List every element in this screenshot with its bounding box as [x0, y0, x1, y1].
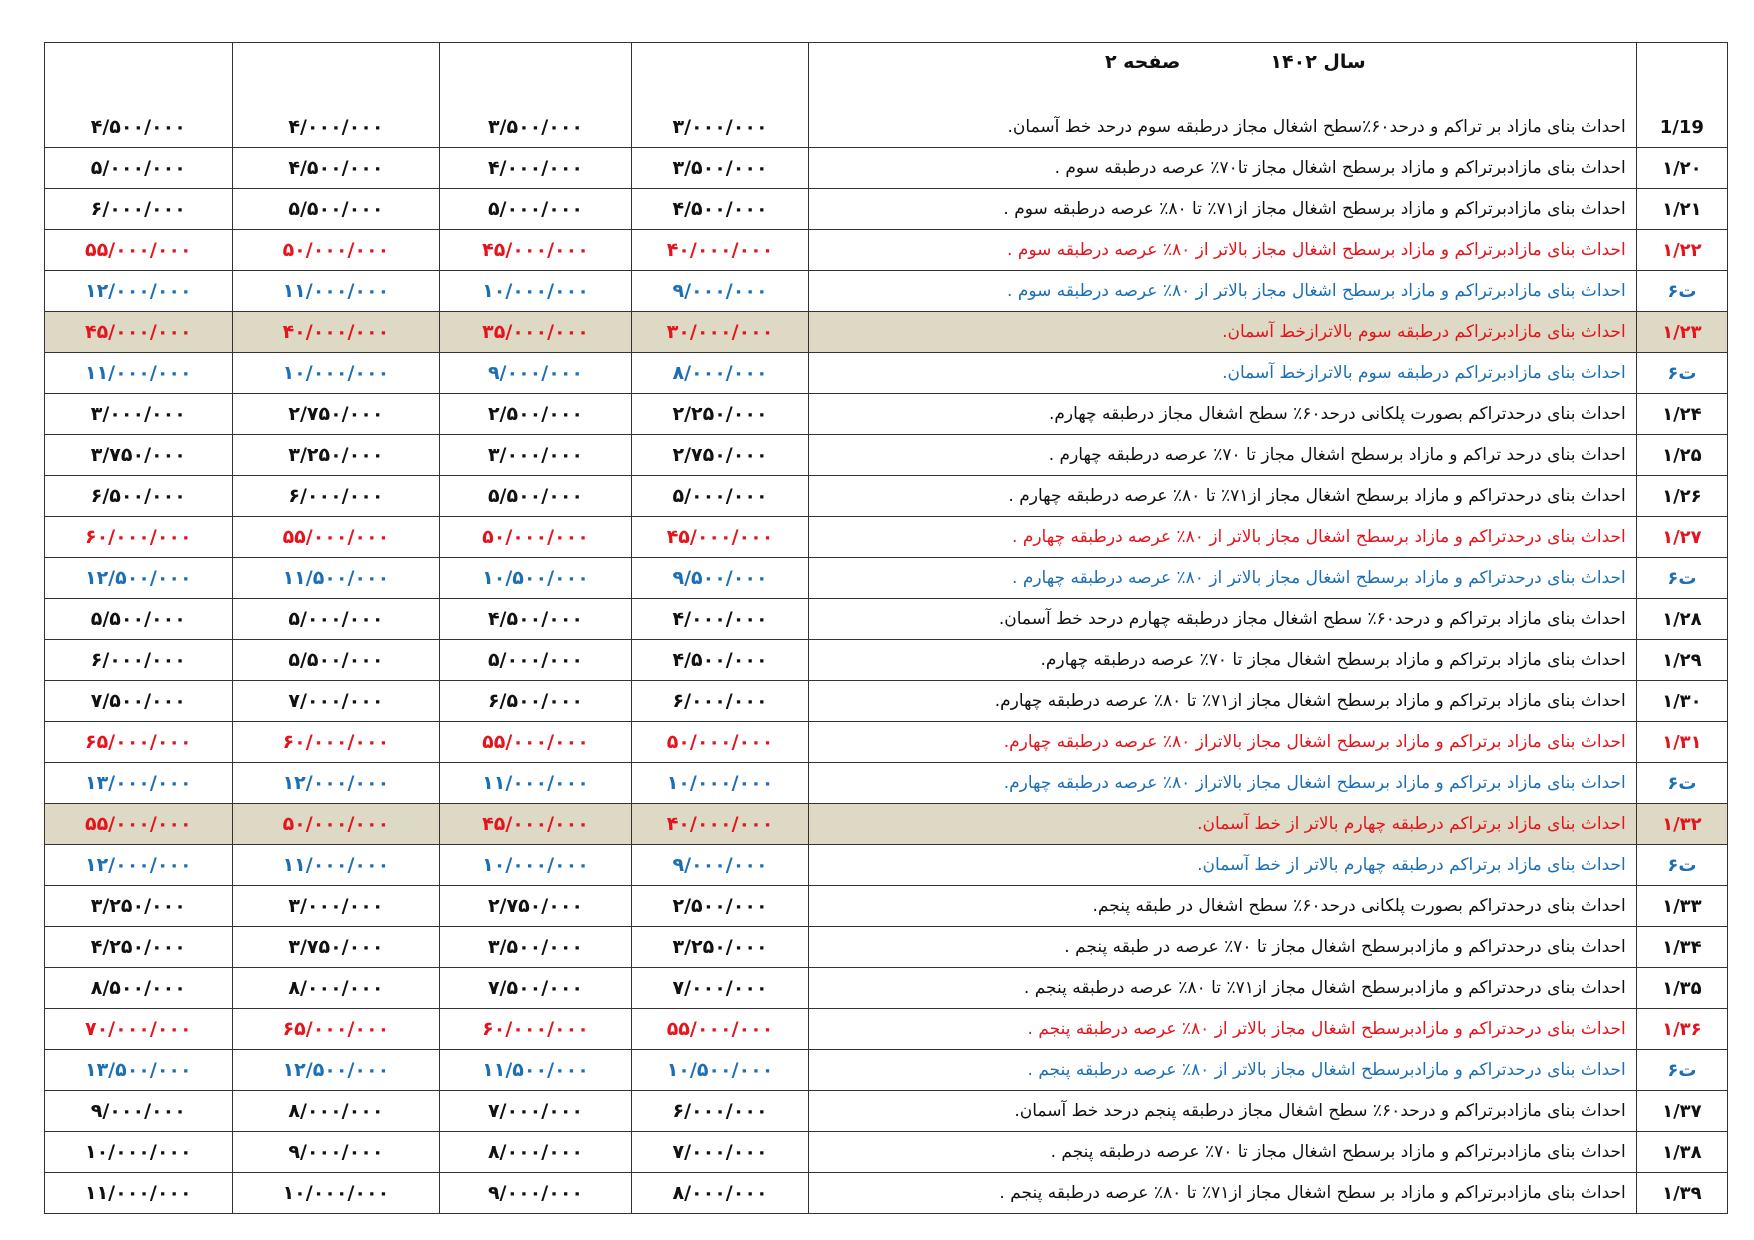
row-value-3: ۹/۰۰۰/۰۰۰	[440, 353, 632, 394]
table-row	[45, 230, 1728, 271]
table-row	[45, 845, 1728, 886]
row-value-3: ۲/۵۰۰/۰۰۰	[440, 394, 632, 435]
row-code: ۱/۲۱	[1636, 189, 1727, 230]
row-description: احداث بنای درحد تراکم و مازاد برسطح اشغال مجاز تا ۷۰٪ عرصه درطبقه چهارم .	[809, 435, 1636, 476]
row-value-1: ۱۲/۰۰۰/۰۰۰	[45, 845, 233, 886]
row-code: ۱/۳۷	[1636, 1091, 1727, 1132]
row-description: احداث بنای مازاد برتراکم درطبقه چهارم بالاتر از خط آسمان.	[809, 845, 1636, 886]
row-description: احداث بنای مازاد برتراکم و مازاد برسطح اشغال مجاز از۷۱٪ تا ۸۰٪ عرصه درطبقه چهارم.	[809, 681, 1636, 722]
row-value-4: ۳/۵۰۰/۰۰۰	[631, 148, 809, 189]
row-code: ت۶	[1636, 558, 1727, 599]
row-value-4: ۹/۰۰۰/۰۰۰	[631, 271, 809, 312]
table-row	[45, 804, 1728, 845]
row-value-2: ۵۵/۰۰۰/۰۰۰	[232, 517, 440, 558]
row-description: احداث بنای درحدتراکم و مازادبرسطح اشغال مجاز بالاتر از ۸۰٪ عرصه درطبقه پنجم .	[809, 1009, 1636, 1050]
row-code: ۱/۳۴	[1636, 927, 1727, 968]
row-description: احداث بنای مازادبرتراکم و مازاد برسطح اشغال مجاز بالاتر از ۸۰٪ عرصه درطبقه سوم .	[809, 271, 1636, 312]
row-code: ۱/۲۹	[1636, 640, 1727, 681]
row-value-2: ۷/۰۰۰/۰۰۰	[232, 681, 440, 722]
tariff-table	[44, 42, 1728, 1214]
row-value-1: ۷۰/۰۰۰/۰۰۰	[45, 1009, 233, 1050]
row-value-2: ۶۰/۰۰۰/۰۰۰	[232, 722, 440, 763]
row-value-3: ۳۵/۰۰۰/۰۰۰	[440, 312, 632, 353]
table-row	[45, 1132, 1728, 1173]
row-value-2: ۱۰/۰۰۰/۰۰۰	[232, 1173, 440, 1214]
row-value-1: ۱۱/۰۰۰/۰۰۰	[45, 353, 233, 394]
header-value-cell	[631, 43, 809, 108]
row-value-1: ۸/۵۰۰/۰۰۰	[45, 968, 233, 1009]
row-code: ت۶	[1636, 353, 1727, 394]
row-code: ۱/۳۰	[1636, 681, 1727, 722]
row-code: ۱/۲۶	[1636, 476, 1727, 517]
table-row	[45, 312, 1728, 353]
row-code: ۱/۳۵	[1636, 968, 1727, 1009]
row-value-1: ۱۳/۰۰۰/۰۰۰	[45, 763, 233, 804]
table-row	[45, 148, 1728, 189]
row-code: ۱/۳۶	[1636, 1009, 1727, 1050]
row-value-2: ۲/۷۵۰/۰۰۰	[232, 394, 440, 435]
row-value-4: ۷/۰۰۰/۰۰۰	[631, 968, 809, 1009]
row-value-2: ۶/۰۰۰/۰۰۰	[232, 476, 440, 517]
row-value-3: ۳/۵۰۰/۰۰۰	[440, 927, 632, 968]
row-value-3: ۵/۵۰۰/۰۰۰	[440, 476, 632, 517]
table-header-row	[45, 43, 1728, 108]
row-value-1: ۴۵/۰۰۰/۰۰۰	[45, 312, 233, 353]
row-value-2: ۱۰/۰۰۰/۰۰۰	[232, 353, 440, 394]
table-row	[45, 435, 1728, 476]
row-value-3: ۱۱/۰۰۰/۰۰۰	[440, 763, 632, 804]
row-value-1: ۵۵/۰۰۰/۰۰۰	[45, 230, 233, 271]
row-value-4: ۲/۷۵۰/۰۰۰	[631, 435, 809, 476]
row-value-1: ۱۲/۰۰۰/۰۰۰	[45, 271, 233, 312]
row-value-2: ۱۱/۵۰۰/۰۰۰	[232, 558, 440, 599]
row-value-3: ۹/۰۰۰/۰۰۰	[440, 1173, 632, 1214]
row-value-4: ۴۰/۰۰۰/۰۰۰	[631, 230, 809, 271]
table-row	[45, 1091, 1728, 1132]
table-row	[45, 394, 1728, 435]
row-code: ۱/۲۴	[1636, 394, 1727, 435]
row-value-4: ۳/۰۰۰/۰۰۰	[631, 107, 809, 148]
row-description: احداث بنای درحدتراکم بصورت پلکانی درحد۶۰٪ سطح اشغال مجاز درطبقه چهارم.	[809, 394, 1636, 435]
row-code: ۱/۳۸	[1636, 1132, 1727, 1173]
row-value-1: ۳/۲۵۰/۰۰۰	[45, 886, 233, 927]
row-value-2: ۹/۰۰۰/۰۰۰	[232, 1132, 440, 1173]
table-row	[45, 476, 1728, 517]
row-value-4: ۴/۵۰۰/۰۰۰	[631, 640, 809, 681]
table-row	[45, 968, 1728, 1009]
row-description: احداث بنای درحدتراکم و مازادبرسطح اشغال مجاز تا ۷۰٪ عرصه در طبقه پنجم .	[809, 927, 1636, 968]
row-value-1: ۴/۵۰۰/۰۰۰	[45, 107, 233, 148]
row-value-4: ۴۵/۰۰۰/۰۰۰	[631, 517, 809, 558]
row-value-1: ۷/۵۰۰/۰۰۰	[45, 681, 233, 722]
row-value-3: ۵۵/۰۰۰/۰۰۰	[440, 722, 632, 763]
row-value-3: ۳/۵۰۰/۰۰۰	[440, 107, 632, 148]
row-description: احداث بنای مازاد بر تراکم و درحد۶۰٪سطح اشغال مجاز درطبقه سوم درحد خط آسمان.	[809, 107, 1636, 148]
row-value-1: ۱۰/۰۰۰/۰۰۰	[45, 1132, 233, 1173]
row-code: ۱/۲۲	[1636, 230, 1727, 271]
row-value-4: ۳۰/۰۰۰/۰۰۰	[631, 312, 809, 353]
row-value-4: ۹/۵۰۰/۰۰۰	[631, 558, 809, 599]
table-row	[45, 1050, 1728, 1091]
page-label: صفحه ۲	[1104, 51, 1181, 73]
row-value-1: ۶/۰۰۰/۰۰۰	[45, 189, 233, 230]
page-heading	[819, 43, 1625, 73]
row-value-4: ۲/۵۰۰/۰۰۰	[631, 886, 809, 927]
row-description: احداث بنای مازادبرتراکم و درحد۶۰٪ سطح اشغال مجاز درطبقه پنجم درحد خط آسمان.	[809, 1091, 1636, 1132]
header-value-cell	[45, 43, 233, 108]
row-value-4: ۵۰/۰۰۰/۰۰۰	[631, 722, 809, 763]
row-value-2: ۱۲/۵۰۰/۰۰۰	[232, 1050, 440, 1091]
row-value-3: ۶۰/۰۰۰/۰۰۰	[440, 1009, 632, 1050]
row-code: ۱/۳۳	[1636, 886, 1727, 927]
table-row	[45, 681, 1728, 722]
row-value-1: ۴/۲۵۰/۰۰۰	[45, 927, 233, 968]
row-value-2: ۴/۵۰۰/۰۰۰	[232, 148, 440, 189]
header-code-cell	[1636, 43, 1727, 108]
row-code: ت۶	[1636, 271, 1727, 312]
row-value-1: ۶۰/۰۰۰/۰۰۰	[45, 517, 233, 558]
row-description: احداث بنای مازاد برتراکم و درحد۶۰٪ سطح اشغال مجاز درطبقه چهارم درحد خط آسمان.	[809, 599, 1636, 640]
table-row	[45, 353, 1728, 394]
row-description: احداث بنای درحدتراکم و مازاد برسطح اشغال مجاز بالاتر از ۸۰٪ عرصه درطبقه چهارم .	[809, 558, 1636, 599]
row-value-3: ۴۵/۰۰۰/۰۰۰	[440, 230, 632, 271]
row-value-4: ۳/۲۵۰/۰۰۰	[631, 927, 809, 968]
row-value-3: ۸/۰۰۰/۰۰۰	[440, 1132, 632, 1173]
row-value-3: ۲/۷۵۰/۰۰۰	[440, 886, 632, 927]
row-value-3: ۶/۵۰۰/۰۰۰	[440, 681, 632, 722]
row-value-1: ۶۵/۰۰۰/۰۰۰	[45, 722, 233, 763]
tariff-sheet	[44, 42, 1728, 1214]
row-value-1: ۵/۵۰۰/۰۰۰	[45, 599, 233, 640]
row-description: احداث بنای مازاد برتراکم و مازاد برسطح اشغال مجاز بالاتراز ۸۰٪ عرصه درطبقه چهارم.	[809, 763, 1636, 804]
row-value-2: ۵/۵۰۰/۰۰۰	[232, 640, 440, 681]
row-value-4: ۶/۰۰۰/۰۰۰	[631, 681, 809, 722]
row-description: احداث بنای درحدتراکم و مازادبرسطح اشغال مجاز بالاتر از ۸۰٪ عرصه درطبقه پنجم .	[809, 1050, 1636, 1091]
row-value-2: ۵۰/۰۰۰/۰۰۰	[232, 230, 440, 271]
row-value-2: ۵۰/۰۰۰/۰۰۰	[232, 804, 440, 845]
row-value-1: ۳/۷۵۰/۰۰۰	[45, 435, 233, 476]
row-description: احداث بنای درحدتراکم و مازاد برسطح اشغال مجاز بالاتر از ۸۰٪ عرصه درطبقه چهارم .	[809, 517, 1636, 558]
row-description: احداث بنای درحدتراکم بصورت پلکانی درحد۶۰٪ سطح اشغال در طبقه پنجم.	[809, 886, 1636, 927]
row-description: احداث بنای مازادبرتراکم درطبقه سوم بالاترازخط آسمان.	[809, 353, 1636, 394]
row-value-1: ۳/۰۰۰/۰۰۰	[45, 394, 233, 435]
row-value-3: ۴/۵۰۰/۰۰۰	[440, 599, 632, 640]
row-value-4: ۵/۰۰۰/۰۰۰	[631, 476, 809, 517]
table-row	[45, 1173, 1728, 1214]
row-value-3: ۱۰/۰۰۰/۰۰۰	[440, 271, 632, 312]
row-description: احداث بنای مازاد برتراکم درطبقه چهارم بالاتر از خط آسمان.	[809, 804, 1636, 845]
row-value-2: ۵/۵۰۰/۰۰۰	[232, 189, 440, 230]
row-code: ۱/۳۱	[1636, 722, 1727, 763]
row-value-1: ۵/۰۰۰/۰۰۰	[45, 148, 233, 189]
row-description: احداث بنای مازادبرتراکم و مازاد برسطح اشغال مجاز تا۷۰٪ عرصه درطبقه سوم .	[809, 148, 1636, 189]
table-row	[45, 640, 1728, 681]
row-value-3: ۱۰/۵۰۰/۰۰۰	[440, 558, 632, 599]
row-value-4: ۸/۰۰۰/۰۰۰	[631, 353, 809, 394]
row-description: احداث بنای مازادبرتراکم و مازاد برسطح اشغال مجاز بالاتر از ۸۰٪ عرصه درطبقه سوم .	[809, 230, 1636, 271]
row-value-2: ۳/۲۵۰/۰۰۰	[232, 435, 440, 476]
row-value-4: ۵۵/۰۰۰/۰۰۰	[631, 1009, 809, 1050]
row-description: احداث بنای مازاد برتراکم و مازاد برسطح اشغال مجاز تا ۷۰٪ عرصه درطبقه چهارم.	[809, 640, 1636, 681]
row-value-1: ۹/۰۰۰/۰۰۰	[45, 1091, 233, 1132]
row-description: احداث بنای مازادبرتراکم و مازاد بر سطح اشغال مجاز از۷۱٪ تا ۸۰٪ عرصه درطبقه پنجم .	[809, 1173, 1636, 1214]
row-value-4: ۴/۵۰۰/۰۰۰	[631, 189, 809, 230]
row-description: احداث بنای مازادبرتراکم درطبقه سوم بالاترازخط آسمان.	[809, 312, 1636, 353]
row-description: احداث بنای درحدتراکم و مازادبرسطح اشغال مجاز از۷۱٪ تا ۸۰٪ عرصه درطبقه پنجم .	[809, 968, 1636, 1009]
row-value-3: ۵/۰۰۰/۰۰۰	[440, 189, 632, 230]
table-row	[45, 763, 1728, 804]
row-value-4: ۴۰/۰۰۰/۰۰۰	[631, 804, 809, 845]
row-value-1: ۵۵/۰۰۰/۰۰۰	[45, 804, 233, 845]
row-value-4: ۲/۲۵۰/۰۰۰	[631, 394, 809, 435]
table-row	[45, 1009, 1728, 1050]
row-description: احداث بنای مازادبرتراکم و مازاد برسطح اشغال مجاز از۷۱٪ تا ۸۰٪ عرصه درطبقه سوم .	[809, 189, 1636, 230]
row-value-2: ۱۱/۰۰۰/۰۰۰	[232, 845, 440, 886]
row-value-3: ۷/۵۰۰/۰۰۰	[440, 968, 632, 1009]
header-desc-cell	[809, 43, 1636, 108]
row-code: ۱/۳۲	[1636, 804, 1727, 845]
row-code: ت۶	[1636, 1050, 1727, 1091]
table-row	[45, 886, 1728, 927]
table-row	[45, 722, 1728, 763]
row-value-4: ۷/۰۰۰/۰۰۰	[631, 1132, 809, 1173]
row-value-2: ۱۱/۰۰۰/۰۰۰	[232, 271, 440, 312]
row-value-2: ۸/۰۰۰/۰۰۰	[232, 1091, 440, 1132]
row-description: احداث بنای مازاد برتراکم و مازاد برسطح اشغال مجاز بالاتراز ۸۰٪ عرصه درطبقه چهارم.	[809, 722, 1636, 763]
row-value-4: ۶/۰۰۰/۰۰۰	[631, 1091, 809, 1132]
table-row	[45, 271, 1728, 312]
table-row	[45, 927, 1728, 968]
row-code: 1/19	[1636, 107, 1727, 148]
row-value-3: ۵/۰۰۰/۰۰۰	[440, 640, 632, 681]
table-row	[45, 599, 1728, 640]
row-value-3: ۴/۰۰۰/۰۰۰	[440, 148, 632, 189]
row-code: ت۶	[1636, 763, 1727, 804]
row-description: احداث بنای مازادبرتراکم و مازاد برسطح اشغال مجاز تا ۷۰٪ عرصه درطبقه پنجم .	[809, 1132, 1636, 1173]
row-value-2: ۴۰/۰۰۰/۰۰۰	[232, 312, 440, 353]
row-value-3: ۷/۰۰۰/۰۰۰	[440, 1091, 632, 1132]
row-value-4: ۱۰/۵۰۰/۰۰۰	[631, 1050, 809, 1091]
row-value-2: ۱۲/۰۰۰/۰۰۰	[232, 763, 440, 804]
row-value-4: ۹/۰۰۰/۰۰۰	[631, 845, 809, 886]
row-value-1: ۶/۵۰۰/۰۰۰	[45, 476, 233, 517]
row-code: ت۶	[1636, 845, 1727, 886]
row-value-3: ۱۰/۰۰۰/۰۰۰	[440, 845, 632, 886]
table-row	[45, 189, 1728, 230]
row-value-3: ۳/۰۰۰/۰۰۰	[440, 435, 632, 476]
row-value-3: ۱۱/۵۰۰/۰۰۰	[440, 1050, 632, 1091]
row-code: ۱/۲۰	[1636, 148, 1727, 189]
row-code: ۱/۳۹	[1636, 1173, 1727, 1214]
header-value-cell	[440, 43, 632, 108]
row-value-2: ۳/۷۵۰/۰۰۰	[232, 927, 440, 968]
row-code: ۱/۲۵	[1636, 435, 1727, 476]
row-value-2: ۸/۰۰۰/۰۰۰	[232, 968, 440, 1009]
row-value-3: ۴۵/۰۰۰/۰۰۰	[440, 804, 632, 845]
row-value-4: ۸/۰۰۰/۰۰۰	[631, 1173, 809, 1214]
table-row	[45, 517, 1728, 558]
row-value-1: ۱۳/۵۰۰/۰۰۰	[45, 1050, 233, 1091]
row-code: ۱/۲۷	[1636, 517, 1727, 558]
row-value-1: ۱۲/۵۰۰/۰۰۰	[45, 558, 233, 599]
row-value-1: ۶/۰۰۰/۰۰۰	[45, 640, 233, 681]
row-description: احداث بنای درحدتراکم و مازاد برسطح اشغال مجاز از۷۱٪ تا ۸۰٪ عرصه درطبقه چهارم .	[809, 476, 1636, 517]
row-code: ۱/۲۳	[1636, 312, 1727, 353]
table-row	[45, 107, 1728, 148]
row-value-2: ۳/۰۰۰/۰۰۰	[232, 886, 440, 927]
year-label: سال ۱۴۰۲	[1270, 51, 1366, 73]
row-value-4: ۱۰/۰۰۰/۰۰۰	[631, 763, 809, 804]
row-value-1: ۱۱/۰۰۰/۰۰۰	[45, 1173, 233, 1214]
row-value-2: ۴/۰۰۰/۰۰۰	[232, 107, 440, 148]
row-value-4: ۴/۰۰۰/۰۰۰	[631, 599, 809, 640]
header-value-cell	[232, 43, 440, 108]
row-value-2: ۵/۰۰۰/۰۰۰	[232, 599, 440, 640]
table-row	[45, 558, 1728, 599]
row-value-3: ۵۰/۰۰۰/۰۰۰	[440, 517, 632, 558]
row-value-2: ۶۵/۰۰۰/۰۰۰	[232, 1009, 440, 1050]
row-code: ۱/۲۸	[1636, 599, 1727, 640]
